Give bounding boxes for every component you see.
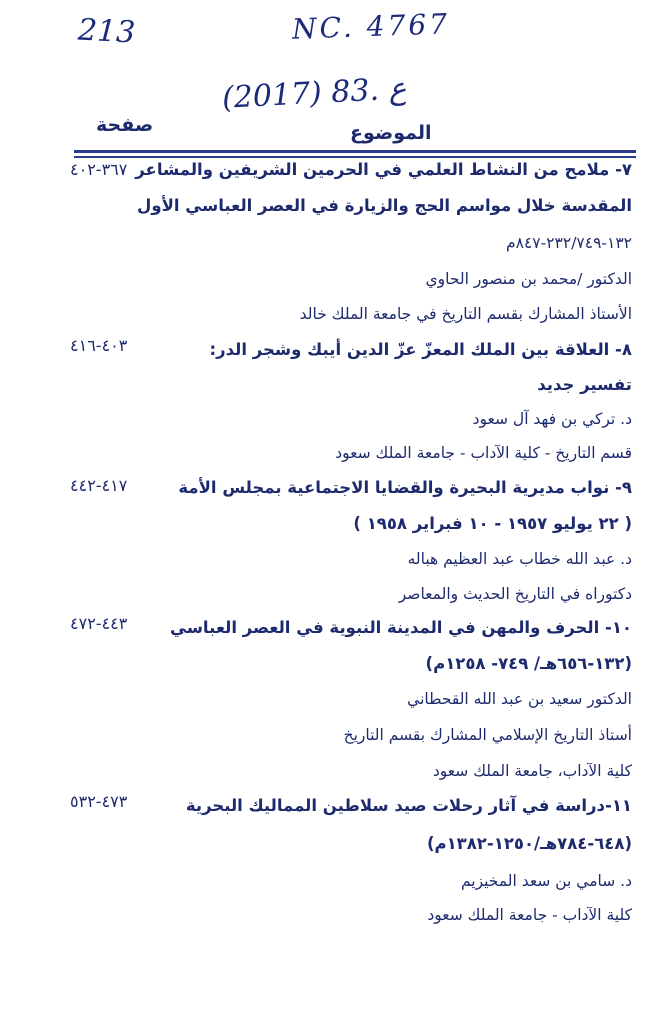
entry-10-dates: (١٣٢-٦٥٦هـ/ ٧٤٩- ١٢٥٨م) (425, 654, 632, 673)
entry-11-pages: ٤٧٣-٥٣٢ (70, 792, 128, 811)
entry-7-dates: ١٣٢-٢٣٢/٧٤٩-٨٤٧م (506, 234, 632, 252)
entry-10-title: ١٠- الحرف والمهن في المدينة النبوية في العصر العباسي (170, 618, 632, 637)
page-column-header: صفحة (96, 114, 154, 136)
entry-10-affiliation: أستاذ التاريخ الإسلامي المشارك بقسم التاريخ (343, 726, 632, 744)
topic-column-header: الموضوع (350, 122, 432, 144)
entry-8-pages: ٤٠٣-٤١٦ (70, 336, 128, 355)
entry-8-author: د. تركي بن فهد آل سعود (472, 410, 632, 428)
entry-7-title: ٧- ملامح من النشاط العلمي في الحرمين الشريفين والمشاعر (135, 160, 632, 179)
entry-7-affiliation: الأستاذ المشارك بقسم التاريخ في جامعة الملك خالد (299, 305, 632, 323)
entry-7-author: الدكتور /محمد بن منصور الحاوي (425, 270, 632, 288)
entry-9-dates: ( ٢٢ يوليو ١٩٥٧ - ١٠ فبراير ١٩٥٨ ) (353, 514, 632, 533)
entry-8-title-cont: تفسير جديد (537, 375, 632, 394)
handwritten-page-number: 213 (77, 12, 137, 51)
entry-7-pages: ٣٦٧-٤٠٢ (70, 160, 128, 179)
entry-8-title: ٨- العلاقة بين الملك المعزّ عزّ الدين أيبك وشجر الدر: (209, 340, 632, 359)
entry-11-dates: (٦٤٨-٧٨٤هـ/١٢٥٠-١٣٨٢م) (426, 834, 632, 853)
entry-10-author: الدكتور سعيد بن عبد الله القحطاني (407, 690, 632, 708)
handwritten-reference: NC. 4767 (291, 7, 451, 46)
entry-10-pages: ٤٤٣-٤٧٢ (70, 614, 128, 633)
entry-7-title-cont: المقدسة خلال مواسم الحج والزيارة في العصر العباسي الأول (137, 196, 632, 215)
entry-10-affiliation-cont: كلية الآداب، جامعة الملك سعود (432, 762, 632, 780)
header-rule-secondary (74, 156, 636, 158)
handwritten-code: (2017) 83. ع (221, 71, 408, 116)
entry-9-pages: ٤١٧-٤٤٢ (70, 476, 128, 495)
entry-11-affiliation: كلية الآداب - جامعة الملك سعود (427, 906, 632, 924)
entry-11-title: ١١-دراسة في آثار رحلات صيد سلاطين المماليك البحرية (185, 796, 632, 815)
entry-9-title: ٩- نواب مديرية البحيرة والقضايا الاجتماعية بمجلس الأمة (178, 478, 632, 497)
entry-11-author: د. سامي بن سعد المخيزيم (460, 872, 632, 890)
entry-9-affiliation: دكتوراه في التاريخ الحديث والمعاصر (398, 585, 632, 603)
entry-8-affiliation: قسم التاريخ - كلية الآداب - جامعة الملك سعود (335, 444, 632, 462)
entry-9-author: د. عبد الله خطاب عبد العظيم هباله (407, 550, 632, 568)
header-rule (74, 150, 636, 153)
